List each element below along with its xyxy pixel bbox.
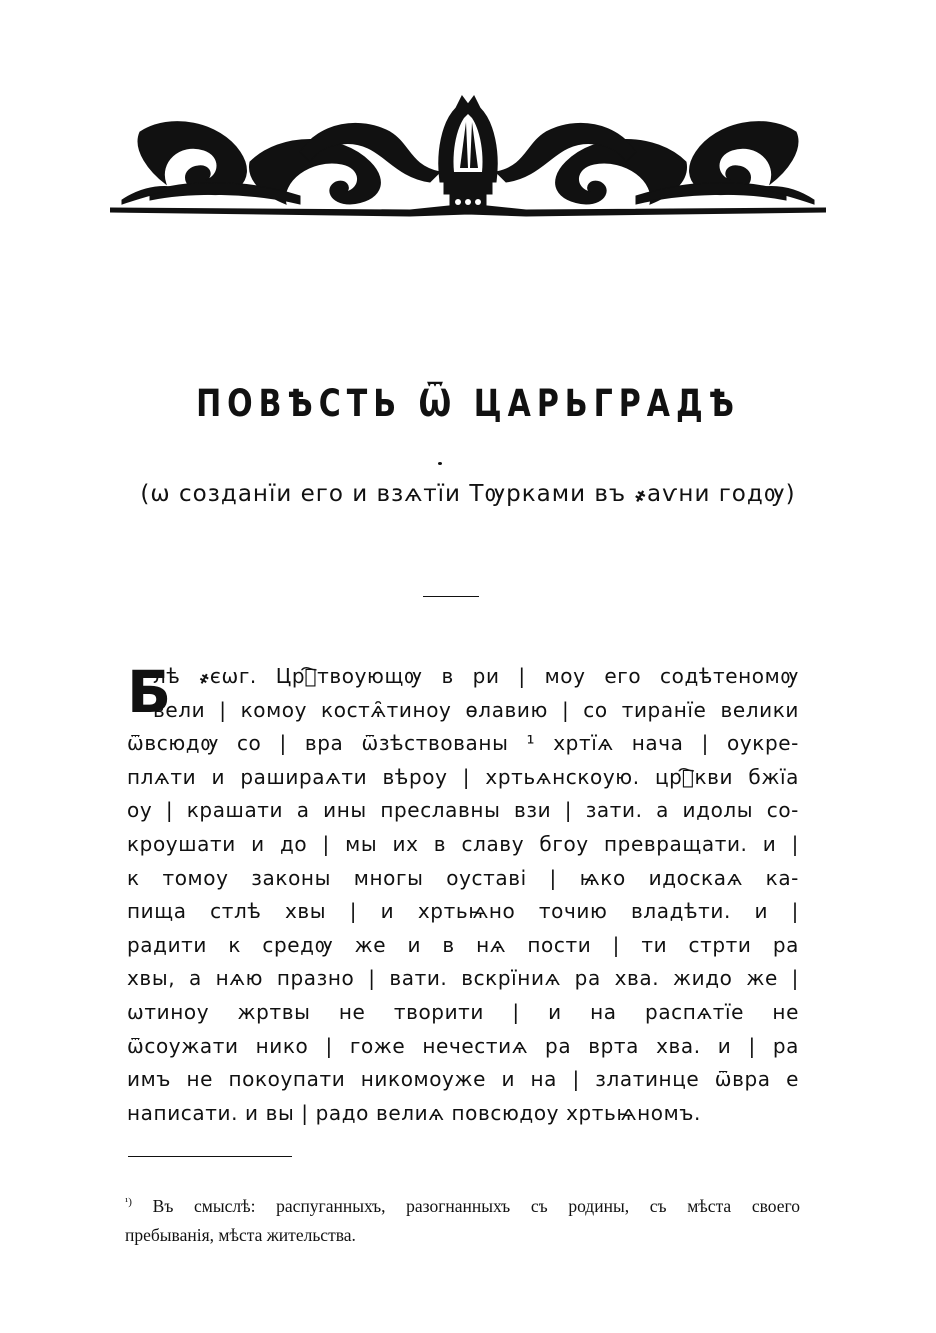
text-line: имъ не покоупати никомоуже и на | златинце ѿвра е <box>127 1067 799 1092</box>
text-line: хвы, а нѧю празно | вати. вскрїниѧ ра хва. жидо же | <box>127 966 799 991</box>
ornament-headpiece-crown-icon <box>110 92 826 232</box>
text-line: кроушати и до | мы их в славу бгоу превращати. и | <box>127 831 799 856</box>
text-line: написати. и вы | радо велиѧ повсюдоу хртьѩномъ. <box>127 1100 701 1125</box>
text-line: пища стлѣ хвы | и хртьѩно точию владѣти. и | <box>127 899 799 924</box>
footnote-divider <box>128 1156 292 1157</box>
footnote-mark: ¹) <box>125 1196 132 1208</box>
text-line: плѧти и рашираѧти вѣроу | хртьѧнскоую. црⷦ҇кви бжїа <box>127 764 799 789</box>
text-line: вели | комоу костѧ̑тиноу ѳлавию | со тиранїе велики <box>153 697 799 722</box>
text-line: ѿсоужати нико | гоже нечестиѧ ра врта хва. и | ра <box>127 1033 799 1058</box>
footnote-text: Въ смыслѣ: распуганныхъ, разогнанныхъ съ родины, съ мѣста своего <box>152 1195 800 1216</box>
footnote-line: пребыванія, мѣста жительства. <box>125 1224 356 1245</box>
text-line: ѿвсюдѹ со | вра ѿзѣствованы ¹ хртїѧ нача | оукре- <box>127 731 799 756</box>
text-line: ѡтиноу жртвы не творити | и на распѧтїе не <box>127 999 799 1024</box>
decorative-dot <box>438 462 442 465</box>
drop-initial: Б <box>127 658 172 726</box>
title-divider <box>423 596 479 597</box>
text-line: лѣ ҂єѡг. Црⷭ҇твоующѹ в ри | моу его содѣтеномѹ <box>153 664 799 688</box>
footnote <box>125 1188 800 1250</box>
text-line: радити к средѹ же и в нѧ пости | ти стрти ра <box>127 932 799 957</box>
footnote-line <box>125 1188 800 1221</box>
page-title: ПОВѢСТЬ Ѿ ЦАРЬГРАДѢ <box>196 382 740 426</box>
page-subtitle: (ѡ созданїи его и взѧтїи Тѹрками въ ҂аѵни годѹ) <box>140 481 796 507</box>
body-text <box>127 660 799 1130</box>
text-line: к томоу законы многы оуставі | ѩко идоскаѧ ка- <box>127 865 799 890</box>
text-line: оу | крашати а ины преславны взи | зати. а идолы со- <box>127 798 799 823</box>
